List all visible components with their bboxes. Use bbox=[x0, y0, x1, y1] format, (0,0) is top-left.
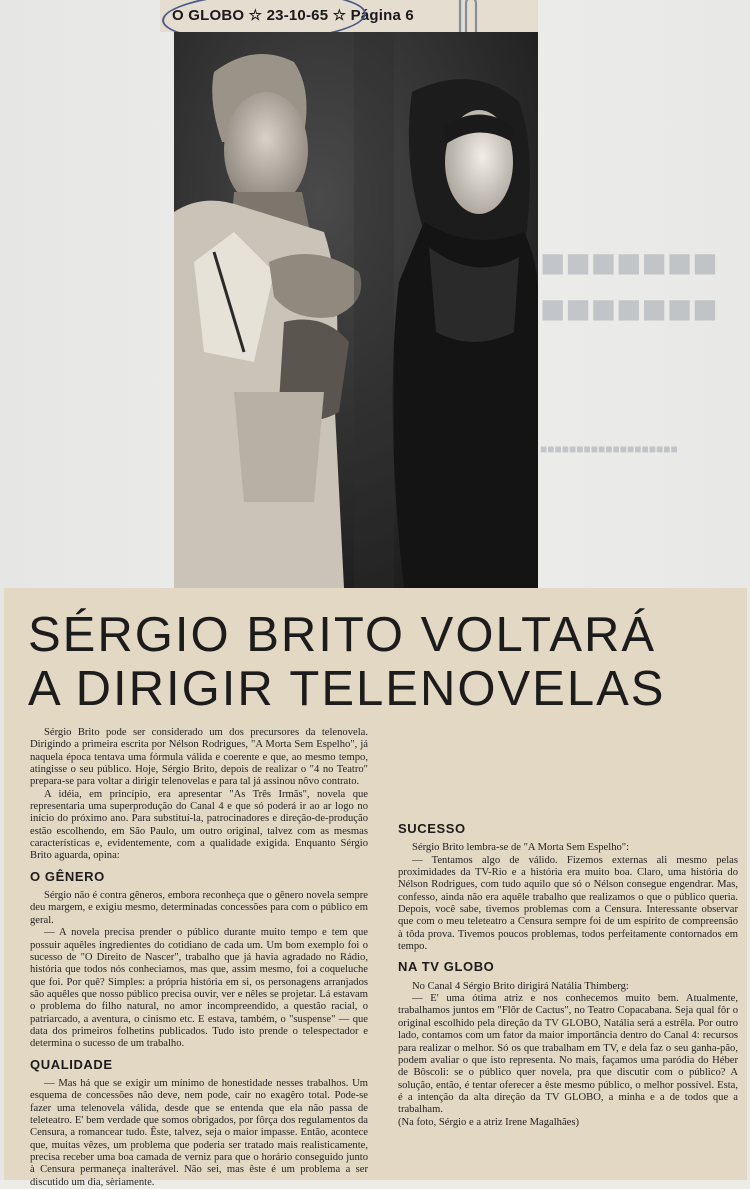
section-heading-sucesso: SUCESSO bbox=[398, 821, 466, 836]
bleed-through-print: ■■■■■■■ ■■■■■■■ ■■■■■■■■■■■■■■■■■■■ bbox=[540, 239, 718, 456]
body-paragraph: No Canal 4 Sérgio Brito dirigirá Natália Thimberg: bbox=[412, 980, 629, 992]
body-paragraph: Sérgio Brito lembra-se de "A Morta Sem Espelho": bbox=[412, 842, 630, 854]
body-paragraph: Sérgio não é contra gêneros, embora reconheça que o gênero novela sempre deu margem, e exigiu mesmo, determinadas concessões para com o público em geral. bbox=[30, 890, 368, 926]
headline-line-1: SÉRGIO BRITO VOLTARÁ bbox=[28, 608, 657, 662]
body-paragraph: — A novela precisa prender o público durante muito tempo e tem que possuir aquêles ingredientes do cotidiano de cada um. Um bom exemplo foi o sucesso de "O Direito de Nascer", trabalho que já havia agradado no Rádio, história que todos nós conheciamos, mas que, assim mesmo, foi a coqueluche que foi. Por quê? Simples: a própria história em si, os personagens arranjados são aquêles que nosso público precisa ouvir, ver e nêles se projetar. Lá estavam o problema do filho natural, no amor incompreendido, a questão racial, o patriarcado, a aventura, o cinismo etc. E estava, também, o "suspense" — que data dos primeiros folhetins publicados. Tudo isto prende o telespectador e determina o sucesso de um trabalho. bbox=[30, 927, 368, 1050]
section-heading-qualidade: QUALIDADE bbox=[30, 1056, 113, 1072]
body-paragraph: — Mas há que se exigir um mínimo de honestidade nesses trabalhos. Um esquema de concessões não deve, nem pode, cair no exagêro total. Pode-se fazer uma telenovela válida, desde que se entenda que ela não passa de teleteatro. E' bem verdade que somos obrigados, por fôrça dos regulamentos da Censura, a romancear tudo. Êste, talvez, seja o maior impasse. Então, acontece que, muitas vêzes, um problema que poderia ser tratado mais realìsticamente, precisa receber uma boa camada de verniz para que o horário conseguido junto à Censura permaneça inalterável. Não sei, mas êste é um problema a ser discutido um dia, sèriamente. bbox=[30, 1077, 368, 1188]
intro-paragraph: A idéia, em princípio, era apresentar "As Três Irmãs", novela que representaria uma superprodução do Canal 4 e que só poderá ir ao ar logo no início do próximo ano. Para substituí-la, patrocinadores e direção-de-produção estão escolhendo, em São Paulo, um outro original, talvez com as mesmas características e, evidentemente, com a qualidade exigida. Enquanto Sérgio Brito aguarda, opina: bbox=[30, 788, 368, 862]
news-photo bbox=[174, 32, 538, 588]
newspaper-dateline: O GLOBO ☆ 23-10-65 ☆ Página 6 bbox=[172, 7, 414, 24]
body-paragraph: — Tentamos algo de válido. Fizemos externas ali mesmo pelas proximidades da TV-Rio e a história era muito boa. Claro, uma história do Nélson Rodrigues, com tudo aquilo que só o Nélson consegue engendrar. Mas, confesso, ainda não era aquêle trabalho que realizamos o que o público queria. Depois, você sabe, tivemos problemas com a Censura. Interessante observar que com o meu teleteatro a Censura sempre foi de um espírito de compreensão à tôda prova. Tivemos poucos problemas, todos perfeitamente contornados em tempo. bbox=[398, 854, 738, 953]
photo-caption: (Na foto, Sérgio e a atriz Irene Magalhães) bbox=[398, 1116, 579, 1128]
headline-line-2: A DIRIGIR TELENOVELAS bbox=[28, 662, 666, 716]
section-heading-genero: O GÊNERO bbox=[30, 868, 105, 884]
body-paragraph: — E' uma ótima atriz e nos conhecemos muito bem. Atualmente, trabalhamos juntos em "Flôr de Cactus", no Teatro Copacabana. Seja qual fôr o original escolhido pela direção da TV GLOBO, Natália será a estrêla. Por outro lado, contamos com um fator da maior importância dentro do Canal 4: recursos para realizar o melhor. Só os que trabalham em TV, e dela faz o seu ganha-pão, podem avaliar o que isto representa. No mais, façamos uma paródia do Héber de Bôscoli: se o público quer novela, pra que discutir com o público? A solução, então, é tentar oferecer a êste mesmo público, o melhor possível. Esta, é a intenção da alta direção da TV GLOBO, a minha e a de todos que a trabalham. bbox=[398, 993, 738, 1116]
photo-illustration bbox=[174, 32, 538, 588]
intro-paragraph: Sérgio Brito pode ser considerado um dos precursores da telenovela. Dirigindo a primeira escrita por Nélson Rodrigues, "A Morta Sem Espelho", já naquela época tentava uma fórmula válida e coerente e que, ao mesmo tempo, atingisse o seu público. Hoje, Sérgio Brito, depois de realizar o "4 no Teatro" prepara-se para voltar a dirigir telenovelas e para tal já assinou nôvo contrato. bbox=[30, 727, 368, 788]
article-headline bbox=[28, 608, 728, 716]
article-column-right bbox=[398, 727, 738, 1129]
section-heading-tv-globo: NA TV GLOBO bbox=[398, 959, 495, 975]
article-column-left bbox=[30, 727, 368, 1188]
